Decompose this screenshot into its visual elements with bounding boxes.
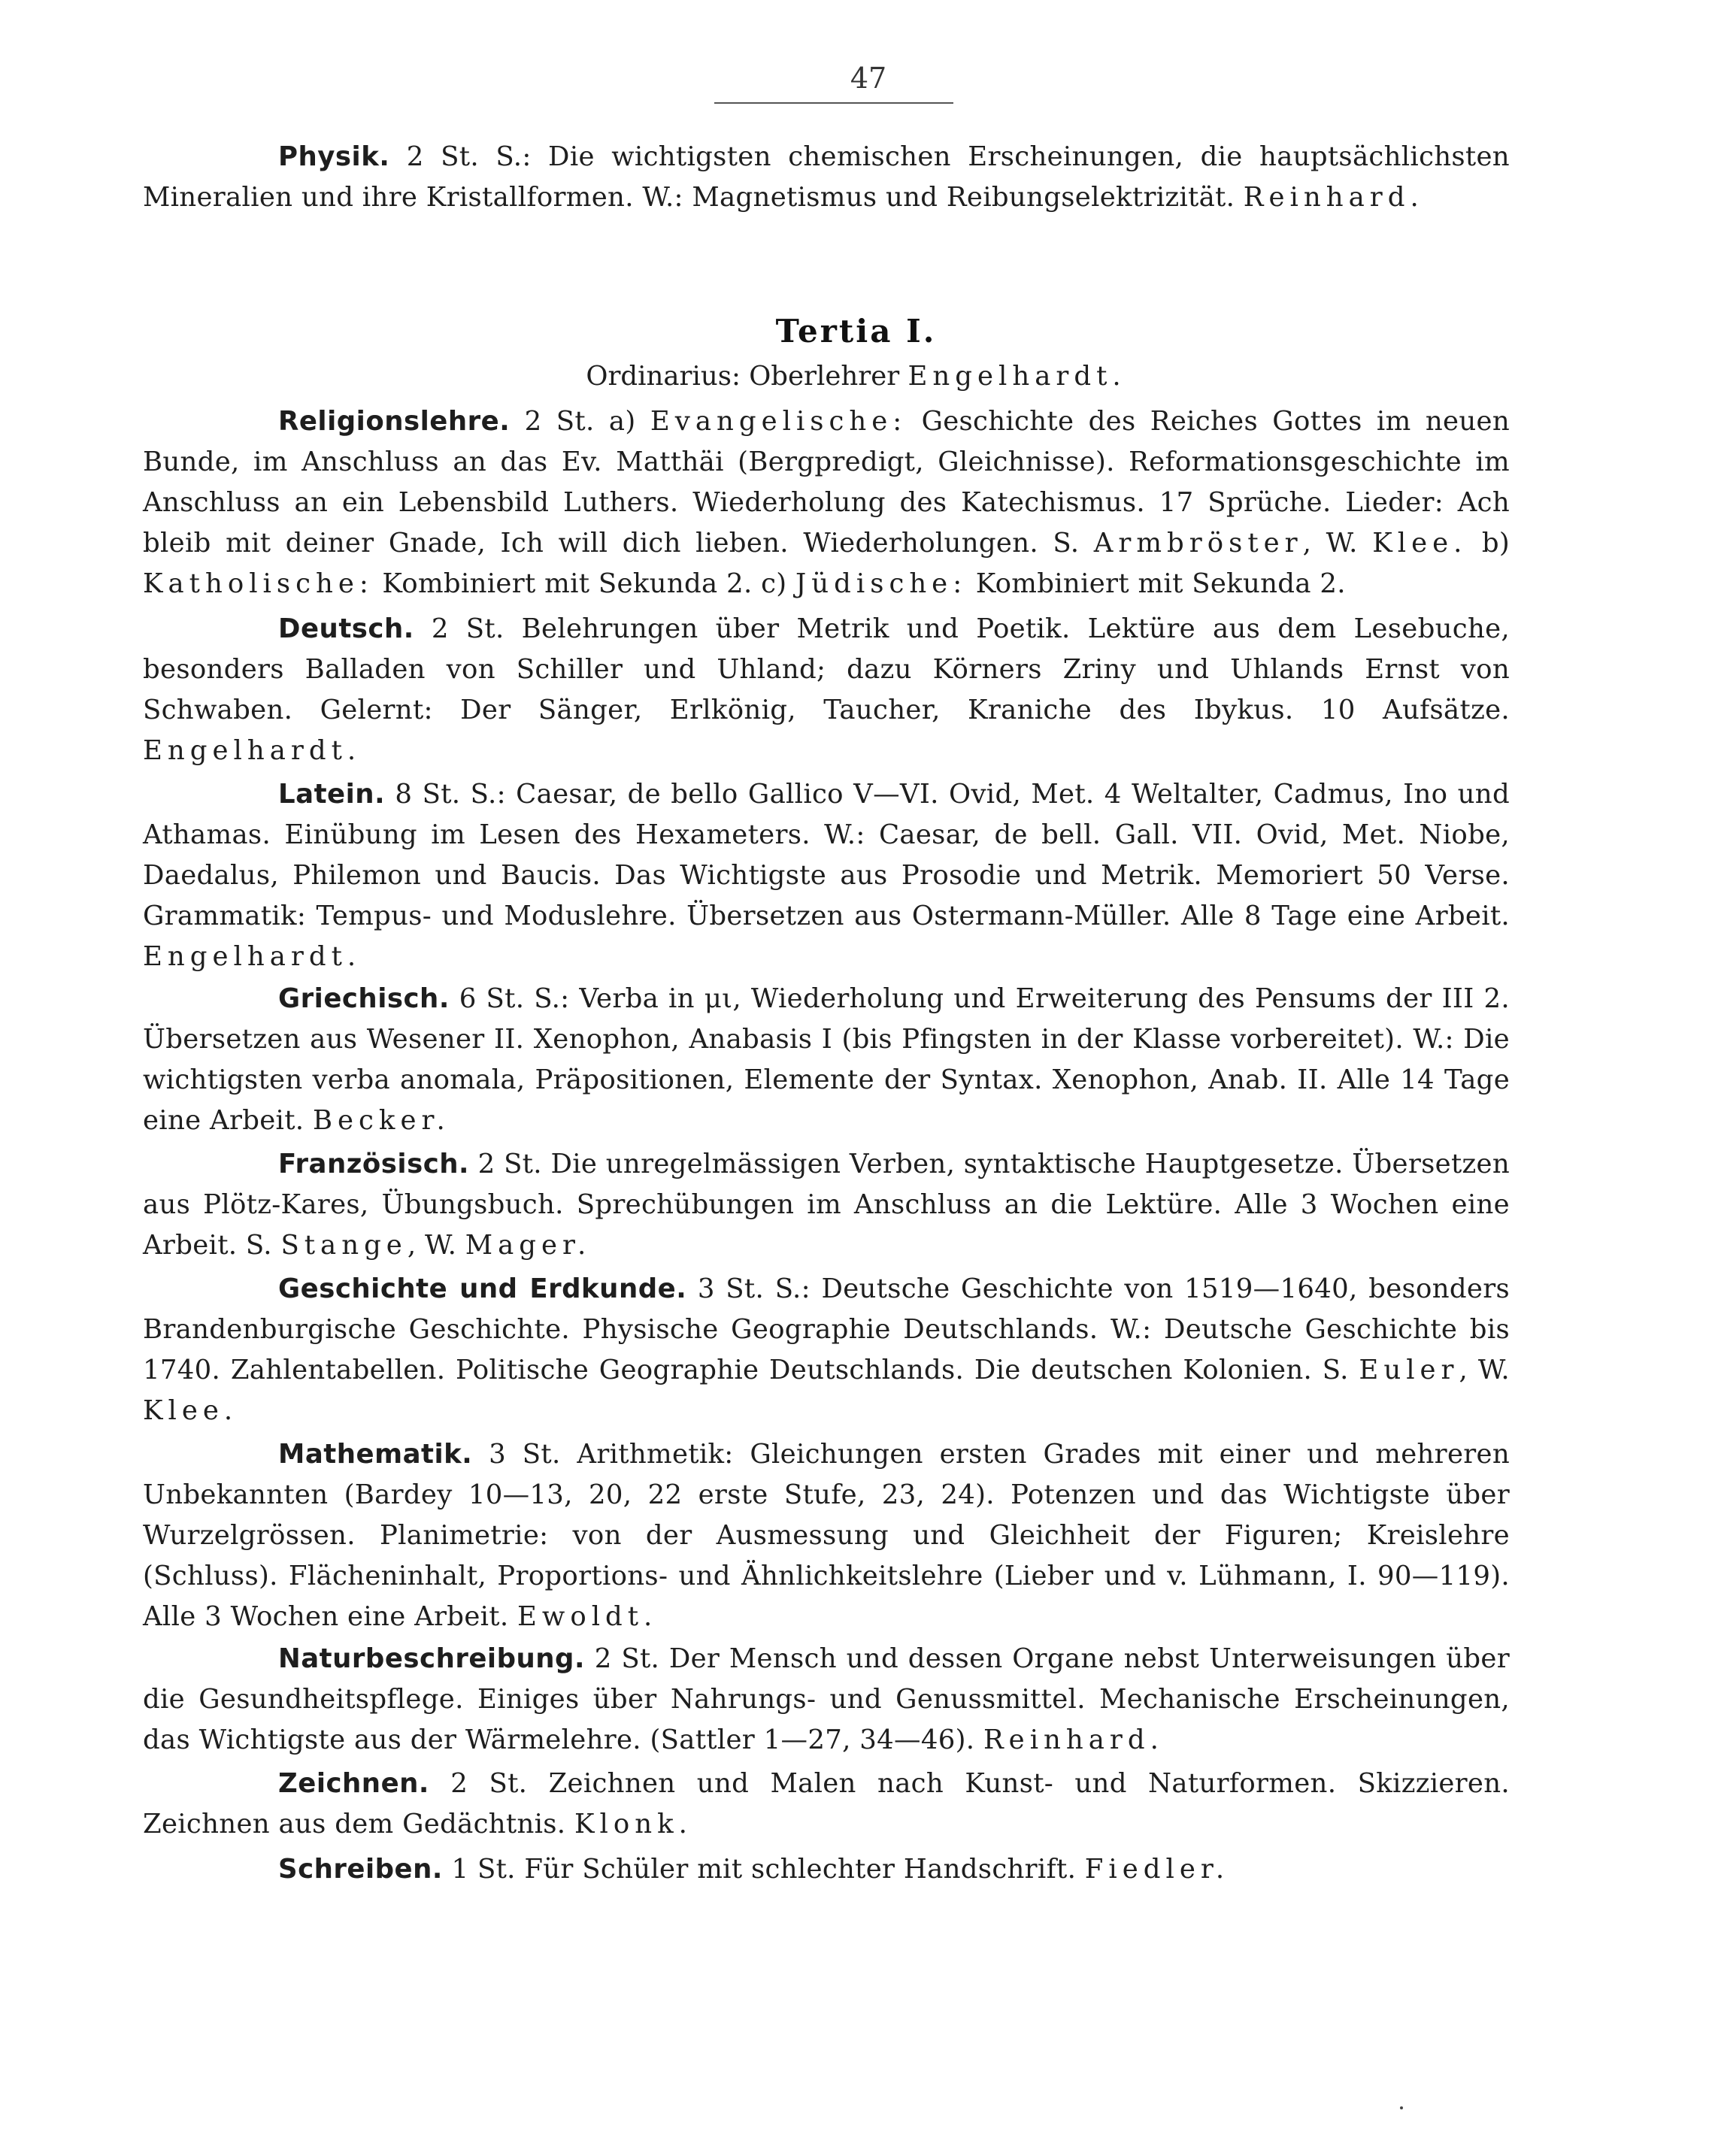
- subject-paragraph: [143, 609, 1510, 771]
- subject-title: Französisch.: [278, 1149, 469, 1179]
- subject-hours: 2 St.: [594, 1643, 660, 1674]
- spaced-name: Reinhard.: [983, 1724, 1164, 1755]
- subject-text: S.: Deutsche Geschichte von 1519—1640, besonders Brandenburgische Geschichte. Physische Geographie Deutschlands. W.: Deutsche Geschichte bis 1740. Zahlentabellen. Politische Geographie Deutschlands. Die deutschen Kolonien. S.: [143, 1273, 1510, 1385]
- subject-paragraph: [143, 1849, 1510, 1890]
- spaced-name: Klonk.: [574, 1809, 692, 1840]
- subject-title: Griechisch.: [278, 983, 450, 1014]
- subject-hours: 6 St.: [459, 983, 525, 1014]
- subject-text: S.: Caesar, de bello Gallico V—VI. Ovid, Met. 4 Weltalter, Cadmus, Ino und Athamas. Einübung im Lesen des Hexameters. W.: Caesar, de bell. Gall. VII. Ovid, Met. Niobe, Daedalus, Philemon und Baucis. Das Wichtigste aus Prosodie und Metrik. Memoriert 50 Verse. Grammatik: Tempus- und Moduslehre. Übersetzen aus Ostermann-Müller. Alle 8 Tage eine Arbeit.: [143, 779, 1510, 931]
- ordinarius-line: [0, 356, 1712, 397]
- subject-paragraph: [143, 1764, 1510, 1845]
- spaced-name: Evangelische:: [650, 406, 908, 437]
- subject-hours: 8 St.: [395, 779, 461, 810]
- subject-text: Der Mensch und dessen Organe nebst Unterweisungen über die Gesundheitspflege. Einiges über Nahrungs- und Genussmittel. Mechanische Erscheinungen, das Wichtigste aus der Wärmelehre. (Sattler 1—27, 34—46).: [143, 1643, 1510, 1755]
- subject-text: , W.: [1459, 1355, 1510, 1385]
- subject-title: Naturbeschreibung.: [278, 1643, 585, 1674]
- subject-text: Für Schüler mit schlechter Handschrift.: [524, 1854, 1085, 1885]
- subject-text: Arithmetik: Gleichungen ersten Grades mit einer und mehreren Unbekannten (Bardey 10—13, 20, 22 erste Stufe, 23, 24). Potenzen und das Wichtigste über Wurzelgrössen. Planimetrie: von der Ausmessung und Gleichheit der Figuren; Kreislehre (Schluss). Flächeninhalt, Proportions- und Ähnlichkeitslehre (Lieber und v. Lühmann, I. 90—119). Alle 3 Wochen eine Arbeit.: [143, 1439, 1510, 1632]
- subject-text: b): [1467, 528, 1510, 559]
- subject-text: S.: Die wichtigsten chemischen Erscheinungen, die hauptsächlichsten Mineralien und ihre Kristallformen. W.: Magnetismus und Reibungselektrizität.: [143, 141, 1510, 213]
- subject-text: Kombiniert mit Sekunda 2. c): [373, 568, 796, 599]
- spaced-name: Klee.: [143, 1395, 238, 1426]
- spaced-name: Fiedler.: [1084, 1854, 1230, 1885]
- subject-title: Religionslehre.: [278, 406, 511, 437]
- subject-text: , W.: [1302, 528, 1373, 559]
- subject-paragraph: [143, 979, 1510, 1141]
- subject-title: Physik.: [278, 141, 390, 172]
- subject-text: Belehrungen über Metrik und Poetik. Lektüre aus dem Lesebuche, besonders Balladen von Schiller und Uhland; dazu Körners Zriny und Uhlands Ernst von Schwaben. Gelernt: Der Sänger, Erlkönig, Taucher, Kraniche des Ibykus. 10 Aufsätze.: [143, 613, 1510, 725]
- spaced-name: Ewoldt.: [517, 1601, 658, 1632]
- ordinarius-label: Ordinarius: Oberlehrer: [586, 361, 900, 392]
- scan-speck: [1400, 2106, 1403, 2109]
- subject-paragraph: [143, 1639, 1510, 1761]
- page-number-rule: [714, 102, 953, 104]
- section-title: Tertia I.: [775, 313, 937, 350]
- subject-paragraph: [143, 401, 1510, 604]
- subject-paragraph: [143, 1434, 1510, 1637]
- spaced-name: Euler: [1359, 1355, 1459, 1385]
- subject-hours: 2 St.: [431, 613, 505, 644]
- spaced-name: Stange: [280, 1230, 408, 1261]
- subject-paragraph: [143, 774, 1510, 977]
- subject-hours: 2 St.: [406, 141, 479, 172]
- spaced-name: Katholische:: [143, 568, 374, 599]
- subject-hours: 2 St.: [450, 1768, 528, 1799]
- subject-paragraph: [143, 1269, 1510, 1431]
- subject-hours: 3 St.: [489, 1439, 561, 1470]
- subject-hours: 2 St.: [477, 1149, 542, 1179]
- subject-title: Mathematik.: [278, 1439, 473, 1470]
- subject-title: Geschichte und Erdkunde.: [278, 1273, 687, 1304]
- subject-text: S.: Verba in μι, Wiederholung und Erweiterung des Pensums der III 2. Übersetzen aus Wesener II. Xenophon, Anabasis I (bis Pfingsten in der Klasse vorbereitet). W.: Die wichtigsten verba anomala, Präpositionen, Elemente der Syntax. Xenophon, Anab. II. Alle 14 Tage eine Arbeit.: [143, 983, 1510, 1136]
- subject-title: Deutsch.: [278, 613, 414, 644]
- spaced-name: Armbröster: [1093, 528, 1303, 559]
- spaced-name: Engelhardt.: [143, 735, 362, 766]
- subject-hours: 3 St.: [697, 1273, 765, 1304]
- spaced-name: Mager.: [465, 1230, 592, 1261]
- subject-text: a): [608, 406, 650, 437]
- spaced-name: Engelhardt.: [143, 941, 362, 972]
- spaced-name: Klee.: [1372, 528, 1468, 559]
- subject-paragraph: [143, 1144, 1510, 1266]
- spaced-name: Jüdische:: [795, 568, 968, 599]
- subject-text: Zeichnen und Malen nach Kunst- und Naturformen. Skizzieren. Zeichnen aus dem Gedächtnis.: [143, 1768, 1510, 1840]
- subject-title: Latein.: [278, 779, 386, 810]
- subject-hours: 2 St.: [524, 406, 595, 437]
- subject-hours: 1 St.: [451, 1854, 516, 1885]
- subject-text: Die unregelmässigen Verben, syntaktische Hauptgesetze. Übersetzen aus Plötz-Kares, Übungsbuch. Sprechübungen im Anschluss an die Lektüre. Alle 3 Wochen eine Arbeit. S.: [143, 1149, 1510, 1261]
- subject-title: Schreiben.: [278, 1854, 443, 1885]
- subject-title: Zeichnen.: [278, 1768, 429, 1799]
- physik-paragraph: [143, 137, 1510, 218]
- subject-text: Kombiniert mit Sekunda 2.: [967, 568, 1346, 599]
- subject-text: , W.: [407, 1230, 465, 1261]
- teacher-name: Reinhard.: [1243, 182, 1424, 213]
- subject-text: Geschichte des Reiches Gottes im neuen Bunde, im Anschluss an das Ev. Matthäi (Bergpredigt, Gleichnisse). Reformationsgeschichte im Anschluss an ein Lebensbild Luthers. Wiederholung des Katechismus. 17 Sprüche. Lieder: Ach bleib mit deiner Gnade, Ich will dich lieben. Wiederholungen. S.: [143, 406, 1510, 559]
- spaced-name: Becker.: [312, 1105, 450, 1136]
- ordinarius-name: Engelhardt.: [908, 361, 1126, 392]
- page-number: 47: [850, 62, 887, 95]
